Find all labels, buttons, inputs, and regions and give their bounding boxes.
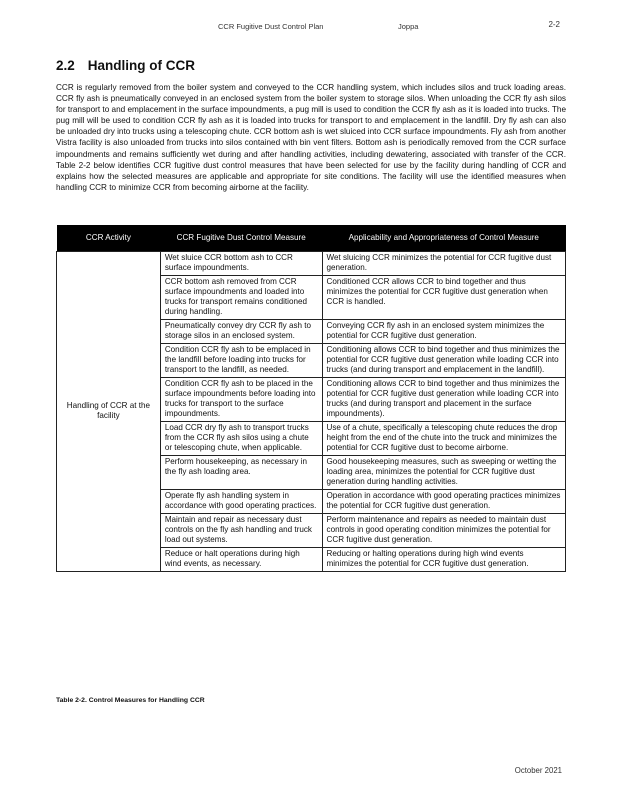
applicability-cell: Use of a chute, specifically a telescoping chute reduces the drop height from the end of the chute into the truck and minimizes the potential for CCR fugitive dust to become airborne. bbox=[322, 422, 565, 456]
header-applicability: Applicability and Appropriateness of Control Measure bbox=[322, 225, 565, 252]
applicability-cell: Perform maintenance and repairs as needed to maintain dust controls in good operating condition minimizes the potential for CCR fugitive dust generation. bbox=[322, 514, 565, 548]
measure-cell: Condition CCR fly ash to be placed in the surface impoundments before loading into trucks for transport to the surface impoundments. bbox=[160, 378, 322, 422]
header-company: Joppa bbox=[398, 22, 419, 31]
measure-cell: Reduce or halt operations during high wind events, as necessary. bbox=[160, 548, 322, 572]
applicability-cell: Conditioning allows CCR to bind together and thus minimizes the potential for CCR fugitive dust generation while loading CCR into trucks (and during transport and placement in the surface impoundments). bbox=[322, 378, 565, 422]
header-ccr-activity: CCR Activity bbox=[57, 225, 161, 252]
applicability-cell: Conditioning allows CCR to bind together and thus minimizes the potential for CCR fugitive dust generation while loading CCR into trucks (and during transport and emplacement in the landfill). bbox=[322, 344, 565, 378]
section-title: Handling of CCR bbox=[87, 58, 196, 73]
header-control-measure: CCR Fugitive Dust Control Measure bbox=[160, 225, 322, 252]
measure-cell: Condition CCR fly ash to be emplaced in the landfill before loading into trucks for transport to the landfill, as needed. bbox=[160, 344, 322, 378]
header-page-number: 2-2 bbox=[548, 20, 560, 29]
measure-cell: Maintain and repair as necessary dust controls on the fly ash handling and truck load out systems. bbox=[160, 514, 322, 548]
applicability-cell: Reducing or halting operations during high wind events minimizes the potential for CCR fugitive dust generation. bbox=[322, 548, 565, 572]
measure-cell: Operate fly ash handling system in accordance with good operating practices. bbox=[160, 490, 322, 514]
measure-cell: Perform housekeeping, as necessary in the fly ash loading area. bbox=[160, 456, 322, 490]
table-row bbox=[57, 252, 566, 276]
applicability-cell: Conveying CCR fly ash in an enclosed system minimizes the potential for CCR fugitive dust generation. bbox=[322, 320, 565, 344]
applicability-cell: Conditioned CCR allows CCR to bind together and thus minimizes the potential for CCR fugitive dust generation when CCR is handled. bbox=[322, 276, 565, 320]
footer-date: October 2021 bbox=[514, 766, 562, 775]
measure-cell: Pneumatically convey dry CCR fly ash to storage silos in an enclosed system. bbox=[160, 320, 322, 344]
table-header-row bbox=[57, 225, 566, 252]
section-number: 2.2 bbox=[56, 58, 75, 73]
activity-cell: Handling of CCR at the facility bbox=[57, 252, 161, 572]
measure-cell: Load CCR dry fly ash to transport trucks from the CCR fly ash silos using a chute or telescoping chute, when applicable. bbox=[160, 422, 322, 456]
measure-cell: Wet sluice CCR bottom ash to CCR surface impoundments. bbox=[160, 252, 322, 276]
measure-cell: CCR bottom ash removed from CCR surface impoundments and loaded into trucks for transport remains conditioned during handling. bbox=[160, 276, 322, 320]
section-heading bbox=[56, 58, 195, 73]
applicability-cell: Operation in accordance with good operating practices minimizes the potential for CCR fugitive dust generation. bbox=[322, 490, 565, 514]
applicability-cell: Good housekeeping measures, such as sweeping or wetting the loading area, minimizes the potential for CCR fugitive dust generation during handling activities. bbox=[322, 456, 565, 490]
applicability-cell: Wet sluicing CCR minimizes the potential for CCR fugitive dust generation. bbox=[322, 252, 565, 276]
table-caption: Table 2-2. Control Measures for Handling CCR bbox=[56, 697, 205, 704]
body-paragraph: CCR is regularly removed from the boiler system and conveyed to the CCR handling system, which includes silos and truck loading areas. CCR fly ash is pneumatically conveyed in an enclosed system from the boiler system to storage silos. When unloading the CCR fly ash silos for transport to and emplacement in the surface impoundments, a pug mill is used to condition the CCR fly ash as it is loaded into trucks. The pug mill will be used to condition CCR fly ash as it is loaded into trucks for transport to and emplacement in the landfill. Dry fly ash can also be unloaded dry into trucks using a telescoping chute. CCR bottom ash is wet sluiced into CCR surface impoundments. Fly ash from another Vistra facility is also unloaded from trucks into silos contained with bin vent filters. Bottom ash is periodically removed from the CCR surface impoundments and remains sufficiently wet during and after handling activities, including dewatering, associated with transfer of the CCR. Table 2-2 below identifies CCR fugitive dust control measures that have been selected for use by the facility during handling of CCR and explains how the selected measures are applicable and appropriate for site conditions. The facility will use the identified measures when handling CCR to minimize CCR from becoming airborne at the facility. bbox=[56, 83, 567, 192]
header-doc-title: CCR Fugitive Dust Control Plan bbox=[218, 22, 324, 31]
control-measures-table bbox=[56, 225, 566, 572]
